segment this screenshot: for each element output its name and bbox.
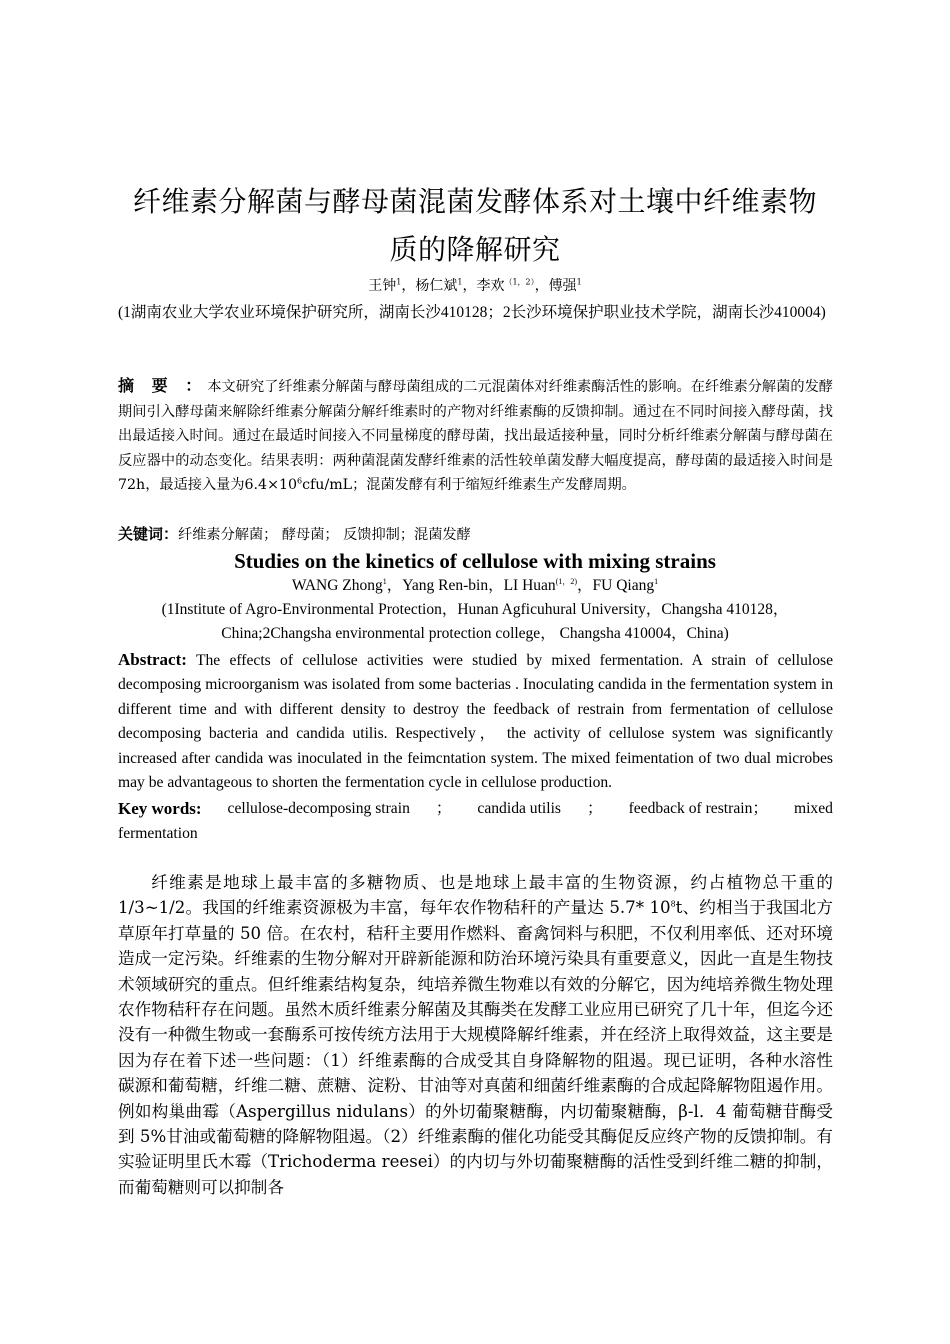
exponent: 6 bbox=[297, 476, 303, 486]
keywords-row bbox=[118, 796, 833, 821]
author-name: ，FU Qiang bbox=[577, 577, 655, 594]
body-text-part: t、约相当于我国北方草原年打草量的 50 倍。在农村，秸秆主要用作燃料、畜禽饲料与积肥，不仅利用率低、还对环境造成一定污染。纤维素的生物分解对开辟新能源和防治环境污染具有重要意义，因此一直是生物技术领域研究的重点。但纤维素结构复杂，纯培养微生物难以有效的分解它，因为纯培养微生物处理农作物秸秆存在问题。虽然木质纤维素分解菌及其酶类在发酵工业应用已研究了几十年，但迄今还没有一种微生物或一套酶系可按传统方法用于大规模降解纤维素，并在经济上取得效益，这主要是因为存在着下述一些问题：（1）纤维素酶的合成受其自身降解物的阻遏。现已证明，各种水溶性碳源和葡萄糖，纤维二糖、蔗糖、淀粉、甘油等对真菌和细菌纤维素酶的合成起降解物阻遏作用。例如构巢曲霉（Aspergillus nidulans）的外切葡聚糖酶，内切葡聚糖酶，β-l．4 葡萄糖苷酶受到 5%甘油或葡萄糖的降解物阻遏。（2）纤维素酶的催化功能受其酶促反应终产物的反馈抑制。有实验证明里氏木霉（Trichoderma reesei）的内切与外切葡聚糖酶的活性受到纤维二糖的抑制，而葡萄糖则可以抑制各 bbox=[118, 898, 833, 1197]
chinese-abstract bbox=[118, 374, 833, 498]
keywords-text: 纤维素分解菌； 酵母菌； 反馈抑制；混菌发酵 bbox=[178, 527, 471, 543]
keyword: cellulose-decomposing strain bbox=[227, 800, 410, 817]
author-affiliation-mark: 1 bbox=[576, 277, 582, 287]
author-affiliation-mark: （1，2） bbox=[504, 277, 535, 287]
chinese-keywords bbox=[118, 522, 833, 547]
keyword: fermentation bbox=[118, 825, 198, 842]
exponent: 8 bbox=[670, 899, 676, 909]
author-affiliation-mark: (1，2) bbox=[555, 576, 577, 586]
body-paragraph bbox=[118, 870, 833, 1200]
keywords-label: Key words: bbox=[118, 799, 202, 818]
title-line-2: 质的降解研究 bbox=[389, 233, 561, 266]
author-affiliation-mark: 1 bbox=[457, 277, 463, 287]
keyword: mixed bbox=[793, 800, 833, 817]
keyword: candida utilis bbox=[477, 800, 562, 817]
author-name: 杨仁斌 bbox=[415, 278, 458, 294]
english-authors bbox=[0, 574, 950, 598]
keyword-separator: ； bbox=[586, 800, 603, 817]
author-name: 王钟 bbox=[368, 278, 397, 294]
keyword-separator: ； bbox=[435, 800, 452, 817]
separator: ， bbox=[534, 278, 549, 294]
author-name: 李欢 bbox=[476, 278, 505, 294]
english-affiliation: (1Institute of Agro-Environmental Protection，Hunan Agficuhural University，Changsha 410128，China;2Changsha environmental protection college， Changsha 410004，China) bbox=[161, 601, 789, 642]
abstract-label: 摘 要 ： bbox=[118, 376, 208, 395]
chinese-affiliation: (1湖南农业大学农业环境保护研究所，湖南长沙410128；2长沙环境保护职业技术学院，湖南长沙410004) bbox=[118, 304, 826, 321]
abstract-text: The effects of cellulose activities were studied by mixed fermentation. A strain of cellulose decomposing microorganism was isolated from some bacterias . Inoculating candida in the fermentation system in different time and with different density to destroy the feedback of restrain from fermentation of cellulose decomposing bacteria and candida utilis. Respectively， the activity of cellulose system was significantly increased after candida was inoculated in the feimcntation system. The mixed feimentation of two dual microbes may be advantageous to shorten the fermentation cycle in cellulose production. bbox=[118, 652, 833, 792]
author-affiliation-mark: 1 bbox=[396, 277, 402, 287]
abstract-text: 本文研究了纤维素分解菌与酵母菌组成的二元混菌体对纤维素酶活性的影响。在纤维素分解菌的发酵期间引入酵母菌来解除纤维素分解菌分解纤维素时的产物对纤维素酶的反馈抑制。通过在不同时间接入酵母菌，找出最适接入时间。通过在最适时间接入不同量梯度的酵母菌，找出最适接种量，同时分析纤维素分解菌与酵母菌在反应器中的动态变化。结果表明：两种菌混菌发酵纤维素的活性较单菌发酵大幅度提高，酵母菌的最适接入时间是 72h，最适接入量为6.4×10 bbox=[118, 379, 833, 494]
separator: ， bbox=[401, 278, 416, 294]
keyword: feedback of restrain； bbox=[628, 800, 768, 817]
author-affiliation-mark: 1 bbox=[382, 576, 387, 586]
separator: ， bbox=[462, 278, 477, 294]
author-name: WANG Zhong bbox=[291, 577, 383, 594]
abstract-label: Abstract: bbox=[118, 650, 187, 669]
body-text-part: 纤维素是地球上最丰富的多糖物质、也是地球上最丰富的生物资源，约占植物总干重的 1/3~1/2。我国的纤维素资源极为丰富，每年农作物秸秆的产量达 5.7* 10 bbox=[118, 873, 833, 918]
author-name: ，Yang Ren-bin，LI Huan bbox=[386, 577, 556, 594]
paper-title bbox=[110, 178, 840, 274]
abstract-text-tail: cfu/mL；混菌发酵有利于缩短纤维素生产发酵周期。 bbox=[302, 477, 636, 494]
english-title: Studies on the kinetics of cellulose with mixing strains bbox=[234, 549, 716, 573]
english-abstract bbox=[118, 648, 833, 795]
english-keywords bbox=[118, 796, 833, 846]
title-line-1: 纤维素分解菌与酵母菌混菌发酵体系对土壤中纤维素物 bbox=[132, 185, 817, 218]
chinese-authors bbox=[0, 276, 950, 296]
keywords-label: 关键词： bbox=[118, 525, 179, 543]
author-affiliation-mark: 1 bbox=[654, 576, 659, 586]
author-name: 傅强 bbox=[548, 278, 577, 294]
